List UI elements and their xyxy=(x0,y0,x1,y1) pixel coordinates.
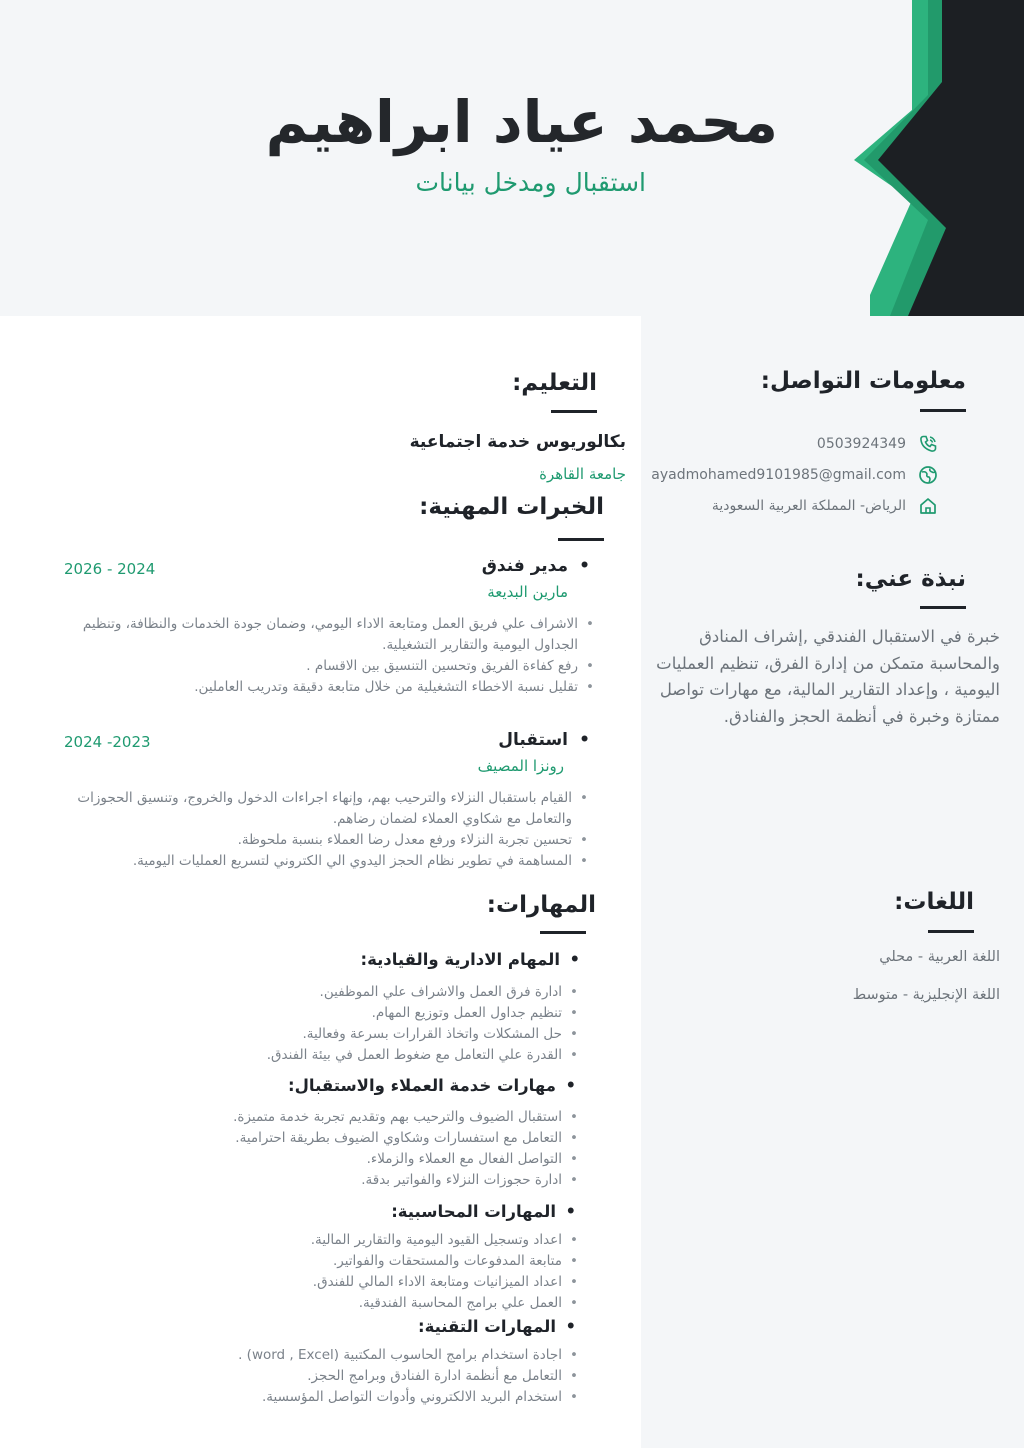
contact-email-row xyxy=(651,465,938,485)
list-item: • اعداد وتسجيل القيود اليومية والتقارير المالية. xyxy=(142,1230,562,1251)
education-title: التعليم: xyxy=(512,370,597,396)
about-text: خبرة في الاستقبال الفندقي ,إشراف المنادق والمحاسبة متمكن من إدارة الفرق، تنظيم العمليات اليومية ، وإعداد التقارير المالية، مع مهارات تواصل ممتازة وخبرة في أنظمة الحجز والفنادق. xyxy=(656,627,1000,726)
language-english: اللغة الإنجليزية - متوسط xyxy=(852,987,1000,1003)
list-item: • اجادة استخدام برامج الحاسوب المكتبية (word , Excel) . xyxy=(142,1345,562,1366)
list-item: • العمل علي برامج المحاسبة الفندقية. xyxy=(142,1293,562,1314)
list-item: • استخدام البريد الالكتروني وأدوات التواصل المؤسسية. xyxy=(142,1387,562,1408)
skill-group-list xyxy=(142,1230,562,1314)
globe-icon xyxy=(918,465,938,485)
list-item: • تنظيم جداول العمل وتوزيع المهام. xyxy=(142,1003,562,1024)
list-item: • التواصل الفعال مع العملاء والزملاء. xyxy=(142,1149,562,1170)
about-title-underline xyxy=(920,606,966,609)
job-period: 2026 - 2024 xyxy=(64,560,156,578)
phone-number[interactable]: 0503924349 xyxy=(816,436,906,452)
skill-group-title: • مهارات خدمة العملاء والاستقبال: xyxy=(288,1076,556,1095)
list-item: • القيام باستقبال النزلاء والترحيب بهم، وإنهاء اجراءات الدخول والخروج، وتنسيق الحجوزات والتعامل مع شكاوي العملاء لضمان رضاهم. xyxy=(62,788,572,830)
contact-title: معلومات التواصل: xyxy=(760,368,966,394)
list-item: • حل المشكلات واتخاذ القرارات بسرعة وفعالية. xyxy=(142,1024,562,1045)
list-item: • المساهمة في تطوير نظام الحجز اليدوي الي الكتروني لتسريع العمليات اليومية. xyxy=(62,851,572,872)
contact-title-underline xyxy=(920,409,966,412)
skills-title-underline xyxy=(540,931,586,934)
job-company: رونزا المصيف xyxy=(477,757,564,775)
phone-icon xyxy=(918,434,938,454)
about-title: نبذة عني: xyxy=(855,566,966,592)
list-item: • ادارة فرق العمل والاشراف علي الموظفين. xyxy=(142,982,562,1003)
list-item: • التعامل مع أنظمة ادارة الفنادق وبرامج الحجز. xyxy=(142,1366,562,1387)
skill-group-list xyxy=(142,1107,562,1191)
list-item: • رفع كفاءة الفريق وتحسين التنسيق بين الاقسام . xyxy=(58,656,578,677)
list-item: • اعداد الميزانيات ومتابعة الاداء المالي للفندق. xyxy=(142,1272,562,1293)
list-item: • تحسين تجربة النزلاء ورفع معدل رضا العملاء بنسبة ملحوظة. xyxy=(62,830,572,851)
job-period: 2024 -2023 xyxy=(64,733,151,751)
languages-title-underline xyxy=(928,930,974,933)
list-item: • الاشراف علي فريق العمل ومتابعة الاداء اليومي، وضمان جودة الخدمات والنظافة، وتنظيم الجداول اليومية والتقارير التشغيلية. xyxy=(58,614,578,656)
candidate-name: محمد عياد ابراهيم xyxy=(265,88,778,156)
job-responsibilities xyxy=(62,788,572,872)
job-title: • استقبال xyxy=(498,730,568,750)
education-title-underline xyxy=(551,410,597,413)
list-item: • التعامل مع استفسارات وشكاوي الضيوف بطريقة احترامية. xyxy=(142,1128,562,1149)
experience-title: الخبرات المهنية: xyxy=(419,494,604,520)
job-responsibilities xyxy=(58,614,578,698)
experience-title-underline xyxy=(558,538,604,541)
contact-phone-row xyxy=(817,434,938,454)
header-decoration xyxy=(824,0,1024,316)
list-item: • استقبال الضيوف والترحيب بهم وتقديم تجربة خدمة متميزة. xyxy=(142,1107,562,1128)
education-degree: بكالوريوس خدمة اجتماعية xyxy=(409,432,626,452)
job-title: • مدير فندق xyxy=(482,556,568,576)
skills-title: المهارات: xyxy=(486,892,596,918)
location-text: الرياض- المملكة العربية السعودية xyxy=(711,498,906,514)
skill-group-list xyxy=(142,982,562,1066)
email-address[interactable]: ayadmohamed9101985@gmail.com xyxy=(651,467,906,483)
sidebar-background xyxy=(641,316,1024,1448)
language-arabic: اللغة العربية - محلي xyxy=(879,949,1000,965)
skill-group-list xyxy=(142,1345,562,1408)
skill-group-title: • المهام الادارية والقيادية: xyxy=(360,950,560,969)
skill-group-title: • المهارات التقنية: xyxy=(418,1317,556,1336)
home-icon xyxy=(918,496,938,516)
list-item: • القدرة علي التعامل مع ضغوط العمل في بيئة الفندق. xyxy=(142,1045,562,1066)
candidate-role: استقبال ومدخل بيانات xyxy=(415,168,646,197)
education-university: جامعة القاهرة xyxy=(539,465,626,483)
list-item: • ادارة حجوزات النزلاء والفواتير بدقة. xyxy=(142,1170,562,1191)
contact-location-row xyxy=(712,496,938,516)
skill-group-title: • المهارات المحاسبية: xyxy=(391,1202,556,1221)
job-company: مارين البديعة xyxy=(487,583,568,601)
list-item: • تقليل نسبة الاخطاء التشغيلية من خلال متابعة دقيقة وتدريب العاملين. xyxy=(58,677,578,698)
languages-title: اللغات: xyxy=(894,889,974,915)
list-item: • متابعة المدفوعات والمستحقات والفواتير. xyxy=(142,1251,562,1272)
